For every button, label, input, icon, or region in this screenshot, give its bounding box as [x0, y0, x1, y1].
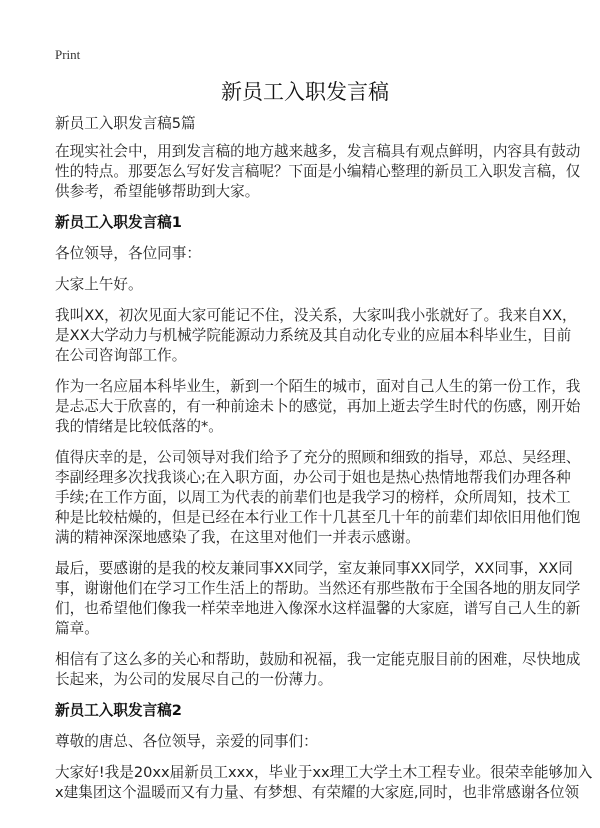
text-line: 供参考，希望能够帮助到大家。: [55, 183, 260, 200]
paragraph: [55, 275, 555, 295]
text-line: 最后，要感谢的是我的校友兼同事XX同学，室友兼同事XX同学，XX同事，XX同: [55, 560, 573, 577]
text-line: 我的情绪是比较低落的*。: [55, 418, 223, 435]
paragraph: [55, 559, 581, 639]
section-2-heading: 新员工入职发言稿2: [55, 702, 182, 719]
text-line: 是忐忑大于欣喜的，有一种前途未卜的感觉，再加上逝去学生时代的伤感，刚开始: [55, 398, 581, 415]
paragraph: [55, 306, 577, 366]
paragraph: [55, 244, 555, 264]
text-line: 相信有了这么多的关心和帮助，鼓励和祝福，我一定能克服目前的困难，尽快地成: [55, 651, 581, 668]
text-line: 在公司咨询部工作。: [55, 347, 187, 364]
paragraph: [55, 732, 555, 752]
text-line: 篇章。: [55, 620, 99, 637]
section-1-body: [55, 244, 581, 690]
document-title: 新员工入职发言稿: [221, 80, 389, 104]
paragraph: [55, 377, 581, 437]
section-2-body: [55, 732, 593, 803]
text-line: 种是比较枯燥的，但是已经在本行业工作十几甚至几十年的前辈们却依旧用他们饱: [55, 509, 581, 526]
paragraph: [55, 650, 581, 690]
text-line: 长起来，为公司的发展尽自己的一份薄力。: [55, 671, 333, 688]
text-line: 我叫XX，初次见面大家可能记不住，没关系，大家叫我小张就好了。我来自XX，: [55, 307, 577, 324]
text-line: 各位领导，各位同事：: [55, 245, 201, 262]
text-line: 是XX大学动力与机械学院能源动力系统及其自动化专业的应届本科毕业生，目前: [55, 327, 572, 344]
text-line: 大家好!我是20xx届新员工xxx，毕业于xx理工大学土木工程专业。很荣幸能够加入: [55, 764, 593, 781]
paragraph: [55, 763, 593, 803]
text-line: 性的特点。那要怎么写好发言稿呢？下面是小编精心整理的新员工入职发言稿，仅: [55, 163, 581, 180]
text-line: 作为一名应届本科毕业生，新到一个陌生的城市，面对自己人生的第一份工作，我: [55, 378, 581, 395]
text-line: 李副经理多次找我谈心;在入职方面，办公司于姐也是热心热情地帮我们办理各种: [55, 469, 571, 486]
print-link[interactable]: Print: [55, 47, 81, 62]
section-1-heading: 新员工入职发言稿1: [55, 214, 182, 231]
text-line: 事，谢谢他们在学习工作生活上的帮助。当然还有那些散布于全国各地的朋友同学: [55, 580, 581, 597]
text-line: 在现实社会中，用到发言稿的地方越来越多，发言稿具有观点鲜明，内容具有鼓动: [55, 143, 581, 160]
text-line: 手续;在工作方面，以周工为代表的前辈们也是我学习的榜样，众所周知，技术工: [55, 489, 571, 506]
text-line: 们，也希望他们像我一样荣幸地进入像深水这样温馨的大家庭，谱写自己人生的新: [55, 600, 581, 617]
text-line: 满的精神深深地感染了我，在这里对他们一并表示感谢。: [55, 529, 420, 546]
text-line: x建集团这个温暖而又有力量、有梦想、有荣耀的大家庭,同时，也非常感谢各位领: [55, 784, 580, 801]
text-line: 值得庆幸的是，公司领导对我们给予了充分的照顾和细致的指导，邓总、吴经理、: [55, 449, 581, 466]
document-subtitle: 新员工入职发言稿5篇: [55, 115, 196, 132]
document-page: [55, 46, 593, 814]
intro-paragraph: [55, 142, 581, 202]
paragraph: [55, 448, 581, 548]
text-line: 尊敬的唐总、各位领导，亲爱的同事们：: [55, 733, 318, 750]
text-line: 大家上午好。: [55, 276, 143, 293]
